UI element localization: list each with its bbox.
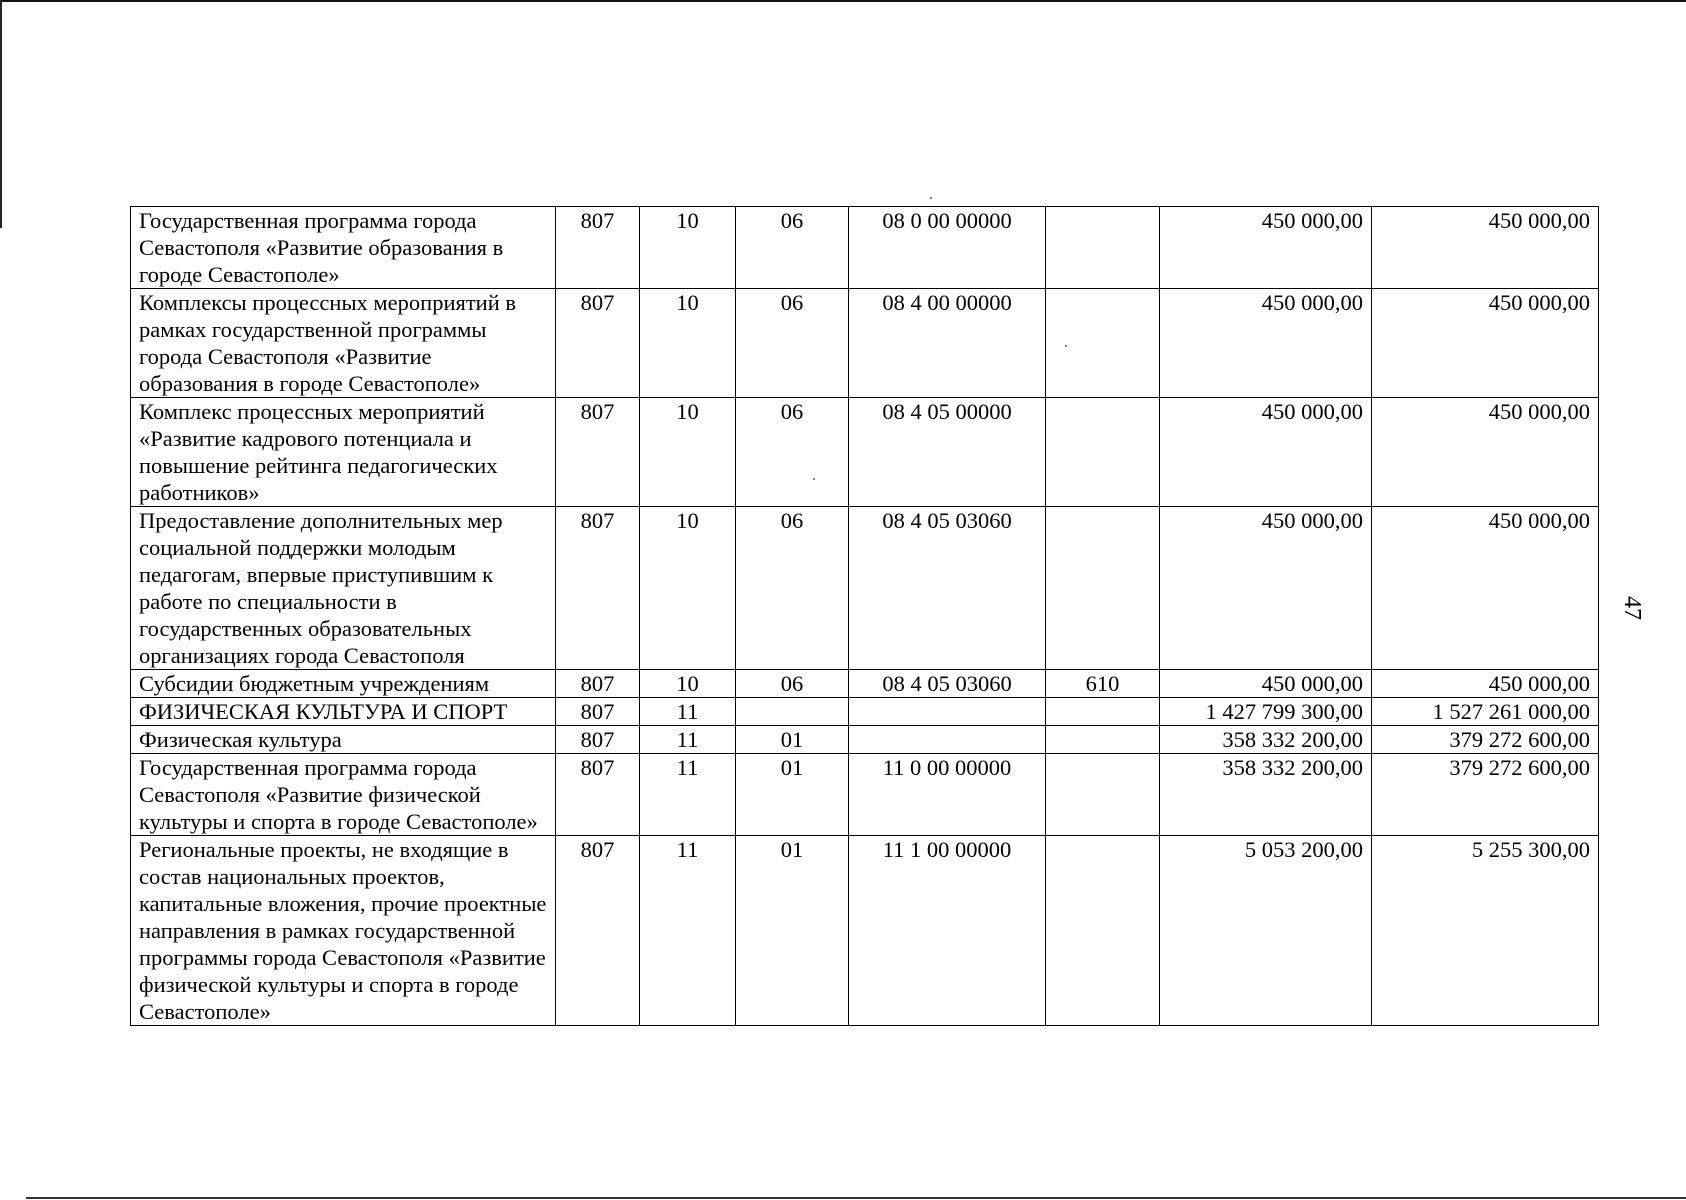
subsection-code-cell <box>736 698 849 726</box>
row-name-cell: Государственная программа города Севастополя «Развитие физической культуры и спорта в городе Севастополе» <box>131 754 556 836</box>
amount-year1-cell: 1 427 799 300,00 <box>1160 698 1372 726</box>
amount-year2-cell: 5 255 300,00 <box>1372 836 1599 1026</box>
department-code-cell: 807 <box>556 207 640 289</box>
target-item-code-cell: 11 0 00 00000 <box>849 754 1046 836</box>
amount-year1-cell: 358 332 200,00 <box>1160 754 1372 836</box>
page-number: 47 <box>1619 596 1645 620</box>
target-item-code-cell: 08 4 05 03060 <box>849 670 1046 698</box>
target-item-code-cell <box>849 726 1046 754</box>
expense-type-code-cell <box>1046 698 1160 726</box>
department-code-cell: 807 <box>556 670 640 698</box>
row-name-cell: Субсидии бюджетным учреждениям <box>131 670 556 698</box>
row-name-cell: Физическая культура <box>131 726 556 754</box>
amount-year2-cell: 450 000,00 <box>1372 289 1599 398</box>
table-row <box>131 289 1599 398</box>
amount-year2-cell: 1 527 261 000,00 <box>1372 698 1599 726</box>
section-code-cell: 11 <box>640 698 736 726</box>
section-code-cell: 10 <box>640 398 736 507</box>
subsection-code-cell: 06 <box>736 289 849 398</box>
expense-type-code-cell <box>1046 207 1160 289</box>
section-code-cell: 10 <box>640 207 736 289</box>
department-code-cell: 807 <box>556 698 640 726</box>
table-row <box>131 726 1599 754</box>
target-item-code-cell: 08 4 00 00000 <box>849 289 1046 398</box>
scan-speck <box>930 197 932 199</box>
section-code-cell: 10 <box>640 289 736 398</box>
row-name-cell: Региональные проекты, не входящие в состав национальных проектов, капитальные вложения, прочие проектные направления в рамках государственной программы города Севастополя «Развитие физической культуры и спорта в городе Севастополе» <box>131 836 556 1026</box>
budget-table <box>130 206 1599 1026</box>
expense-type-code-cell: 610 <box>1046 670 1160 698</box>
section-code-cell: 10 <box>640 507 736 670</box>
expense-type-code-cell <box>1046 726 1160 754</box>
scan-edge-bottom <box>26 1197 1686 1199</box>
expense-type-code-cell <box>1046 507 1160 670</box>
row-name-cell: Предоставление дополнительных мер социальной поддержки молодым педагогам, впервые приступившим к работе по специальности в государственных образовательных организациях города Севастополя <box>131 507 556 670</box>
scan-edge-top <box>0 0 1686 2</box>
amount-year1-cell: 450 000,00 <box>1160 670 1372 698</box>
department-code-cell: 807 <box>556 289 640 398</box>
subsection-code-cell: 01 <box>736 726 849 754</box>
department-code-cell: 807 <box>556 726 640 754</box>
amount-year2-cell: 450 000,00 <box>1372 398 1599 507</box>
expense-type-code-cell <box>1046 289 1160 398</box>
expense-type-code-cell <box>1046 836 1160 1026</box>
table-row <box>131 754 1599 836</box>
target-item-code-cell: 08 4 05 03060 <box>849 507 1046 670</box>
table-row <box>131 836 1599 1026</box>
subsection-code-cell: 01 <box>736 754 849 836</box>
row-name-cell: Комплексы процессных мероприятий в рамках государственной программы города Севастополя «Развитие образования в городе Севастополе» <box>131 289 556 398</box>
row-name-cell: Государственная программа города Севастополя «Развитие образования в городе Севастополе» <box>131 207 556 289</box>
table-row <box>131 398 1599 507</box>
department-code-cell: 807 <box>556 836 640 1026</box>
section-code-cell: 11 <box>640 836 736 1026</box>
department-code-cell: 807 <box>556 754 640 836</box>
amount-year1-cell: 450 000,00 <box>1160 507 1372 670</box>
target-item-code-cell: 08 0 00 00000 <box>849 207 1046 289</box>
target-item-code-cell: 08 4 05 00000 <box>849 398 1046 507</box>
amount-year1-cell: 5 053 200,00 <box>1160 836 1372 1026</box>
table-row <box>131 698 1599 726</box>
scan-edge-left <box>0 0 2 228</box>
amount-year2-cell: 379 272 600,00 <box>1372 726 1599 754</box>
amount-year2-cell: 450 000,00 <box>1372 507 1599 670</box>
section-code-cell: 10 <box>640 670 736 698</box>
subsection-code-cell: 01 <box>736 836 849 1026</box>
amount-year2-cell: 379 272 600,00 <box>1372 754 1599 836</box>
table-row <box>131 207 1599 289</box>
amount-year1-cell: 450 000,00 <box>1160 289 1372 398</box>
expense-type-code-cell <box>1046 398 1160 507</box>
budget-table-body <box>131 207 1599 1026</box>
amount-year1-cell: 450 000,00 <box>1160 207 1372 289</box>
section-code-cell: 11 <box>640 726 736 754</box>
table-row <box>131 507 1599 670</box>
department-code-cell: 807 <box>556 398 640 507</box>
section-code-cell: 11 <box>640 754 736 836</box>
subsection-code-cell: 06 <box>736 670 849 698</box>
expense-type-code-cell <box>1046 754 1160 836</box>
subsection-code-cell: 06 <box>736 207 849 289</box>
target-item-code-cell <box>849 698 1046 726</box>
table-row <box>131 670 1599 698</box>
amount-year1-cell: 358 332 200,00 <box>1160 726 1372 754</box>
department-code-cell: 807 <box>556 507 640 670</box>
amount-year2-cell: 450 000,00 <box>1372 207 1599 289</box>
amount-year1-cell: 450 000,00 <box>1160 398 1372 507</box>
amount-year2-cell: 450 000,00 <box>1372 670 1599 698</box>
target-item-code-cell: 11 1 00 00000 <box>849 836 1046 1026</box>
subsection-code-cell: 06 <box>736 507 849 670</box>
subsection-code-cell: 06 <box>736 398 849 507</box>
row-name-cell: Комплекс процессных мероприятий «Развитие кадрового потенциала и повышение рейтинга педагогических работников» <box>131 398 556 507</box>
row-name-cell: ФИЗИЧЕСКАЯ КУЛЬТУРА И СПОРТ <box>131 698 556 726</box>
